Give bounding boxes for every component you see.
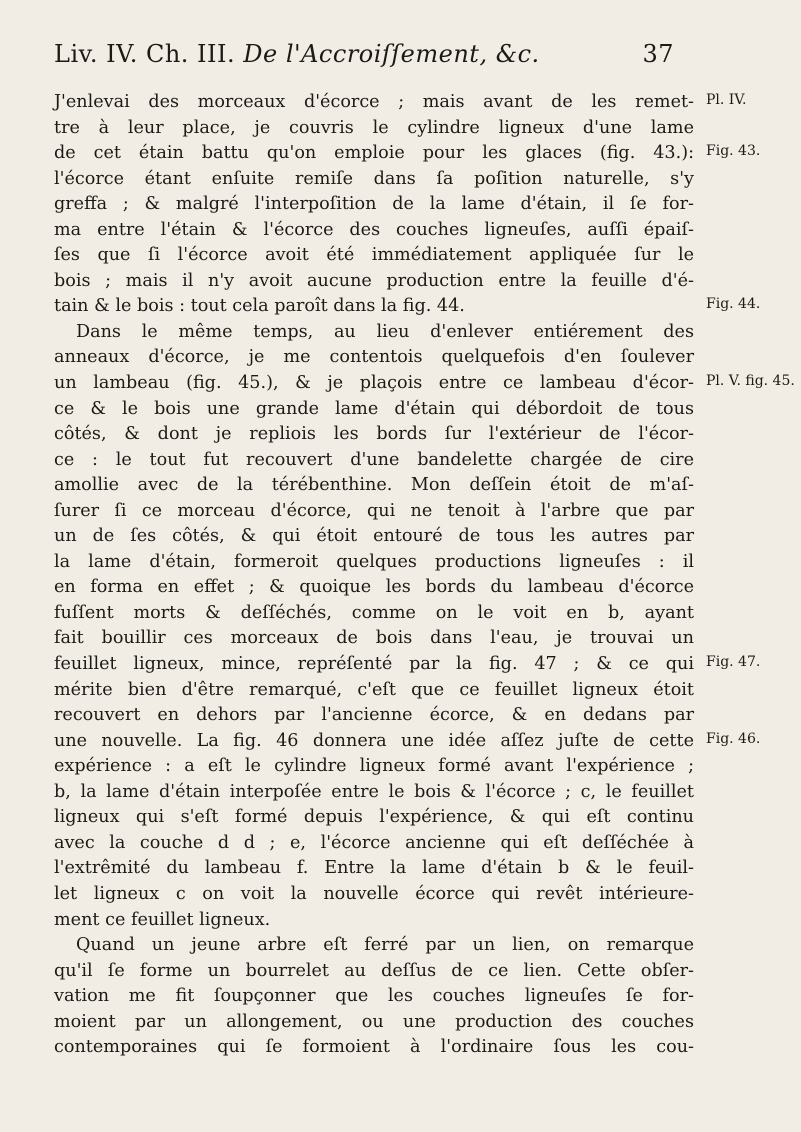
text-line: Dans le même temps, au lieu d'enlever entiérement des	[76, 321, 694, 342]
text-line: mérite bien d'être remarqué, c'eſt que ce feuillet ligneux étoit	[54, 679, 694, 700]
text-line: l'écorce étant enſuite remiſe dans ſa poſition naturelle, s'y	[54, 168, 694, 189]
text-line: ſurer ſi ce morceau d'écorce, qui ne tenoit à l'arbre que par	[54, 500, 694, 521]
text-line: feuillet ligneux, mince, repréſenté par la fig. 47 ; & ce qui	[54, 654, 694, 675]
text-line: la lame d'étain, formeroit quelques productions ligneuſes : il	[54, 551, 694, 572]
running-header	[54, 40, 674, 68]
text-line: ma entre l'étain & l'écorce des couches ligneuſes, auſſi épaiſ-	[54, 219, 694, 240]
running-head-chapter: Liv. IV. Ch. III.	[54, 40, 236, 68]
text-line: fait bouillir ces morceaux de bois dans l'eau, je trouvai un	[54, 628, 694, 649]
text-line: recouvert en dehors par l'ancienne écorce, & en dedans par	[54, 705, 694, 726]
text-line: greffa ; & malgré l'interpoſition de la lame d'étain, il ſe for-	[54, 194, 694, 215]
text-line: expérience : a eſt le cylindre ligneux formé avant l'expérience ;	[54, 756, 694, 777]
margin-note: Pl. V. fig. 45.	[706, 373, 795, 390]
margin-note: Fig. 44.	[706, 296, 761, 313]
text-line: tain & le bois : tout cela paroît dans la fig. 44.	[54, 296, 465, 317]
text-line: fuſſent morts & deſſéchés, comme on le voit en b, ayant	[54, 602, 694, 623]
text-line: b, la lame d'étain interpoſée entre le bois & l'écorce ; c, le feuillet	[54, 781, 694, 802]
text-line: avec la couche d d ; e, l'écorce ancienne qui eſt deſſéchée à	[54, 832, 694, 853]
text-line: ce & le bois une grande lame d'étain qui débordoit de tous	[54, 398, 694, 419]
text-line: ce : le tout fut recouvert d'une bandelette chargée de cire	[54, 449, 694, 470]
text-line: ſes que ſi l'écorce avoit été immédiatement appliquée ſur le	[54, 245, 694, 266]
text-line: une nouvelle. La fig. 46 donnera une idée aſſez juſte de cette	[54, 730, 694, 751]
margin-note: Pl. IV.	[706, 92, 747, 108]
margin-note: Fig. 46.	[706, 730, 761, 747]
text-line: un de ſes côtés, & qui étoit entouré de tous les autres par	[54, 526, 694, 547]
text-line: en forma en effet ; & quoique les bords du lambeau d'écorce	[54, 577, 694, 598]
text-line: J'enlevai des morceaux d'écorce ; mais avant de les remet-	[54, 92, 694, 112]
text-line: moient par un allongement, ou une production des couches	[54, 1011, 694, 1032]
text-line: let ligneux c on voit la nouvelle écorce qui revêt intérieure-	[54, 883, 694, 904]
body-text	[54, 90, 694, 1061]
text-line: de cet étain battu qu'on emploie pour les glaces (fig. 43.):	[54, 143, 694, 164]
margin-note: Fig. 47.	[706, 654, 761, 671]
text-line: Quand un jeune arbre eſt ferré par un lien, on remarque	[76, 935, 694, 956]
text-line: ment ce feuillet ligneux.	[54, 909, 271, 930]
text-line: tre à leur place, je couvris le cylindre ligneux d'une lame	[54, 117, 694, 138]
text-line: côtés, & dont je repliois les bords ſur l'extérieur de l'écor-	[54, 424, 694, 445]
text-line: bois ; mais il n'y avoit aucune production entre la feuille d'é-	[54, 270, 694, 291]
text-line: contemporaines qui ſe formoient à l'ordinaire ſous les cou-	[54, 1037, 694, 1058]
text-line: anneaux d'écorce, je me contentois quelquefois d'en ſoulever	[54, 347, 694, 368]
text-line: un lambeau (fig. 45.), & je plaçois entre ce lambeau d'écor-	[54, 373, 694, 394]
page-number: 37	[642, 40, 674, 68]
text-line: vation me fit ſoupçonner que les couches ligneuſes ſe for-	[54, 986, 694, 1007]
text-line: ligneux qui s'eſt formé depuis l'expérience, & qui eſt continu	[54, 807, 694, 828]
text-line: qu'il ſe forme un bourrelet au deſſus de ce lien. Cette obſer-	[54, 960, 694, 981]
margin-note: Fig. 43.	[706, 143, 761, 160]
text-line: amollie avec de la térébenthine. Mon deſſein étoit de m'aſ-	[54, 475, 694, 496]
text-line: l'extrêmité du lambeau f. Entre la lame d'étain b & le feuil-	[54, 858, 694, 879]
running-head-title: De l'Accroiſſement, &c.	[243, 40, 540, 68]
